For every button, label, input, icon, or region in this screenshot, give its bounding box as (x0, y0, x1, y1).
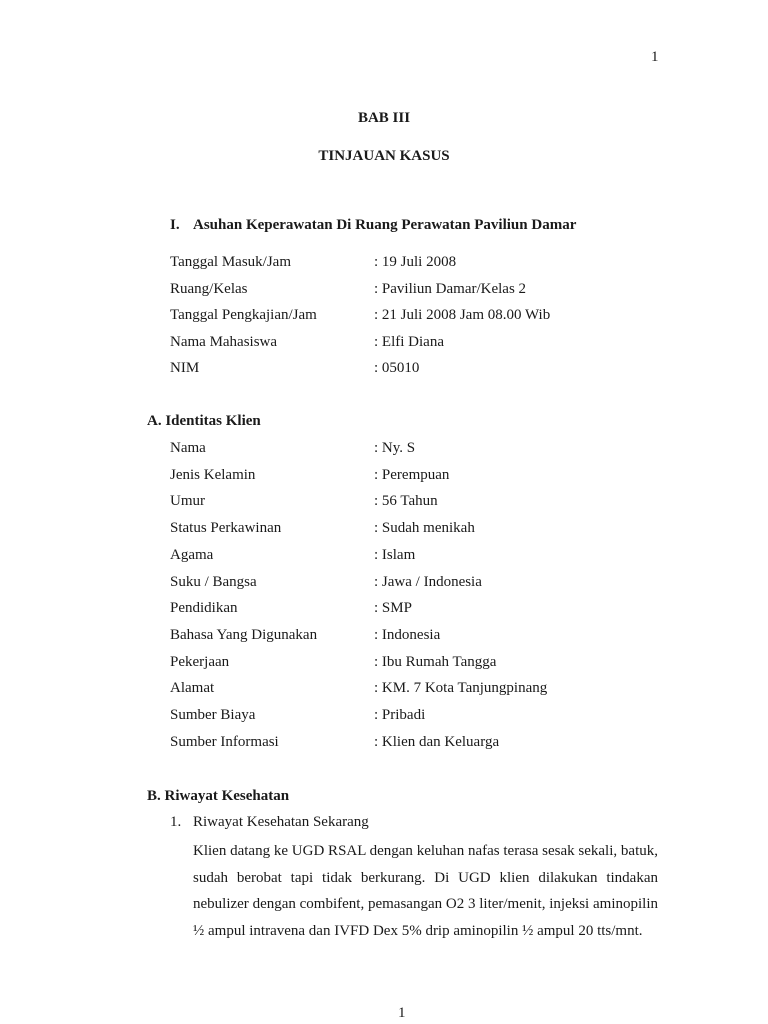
field-value: : Paviliun Damar/Kelas 2 (374, 280, 527, 297)
chapter-heading: BAB III (357, 110, 411, 126)
field-label: Sumber Informasi (170, 733, 279, 750)
field-label: Umur (170, 493, 205, 510)
field-value: : 56 Tahun (374, 493, 438, 510)
section-a-heading: A. Identitas Klien (147, 413, 261, 429)
current-health-history-paragraph: Klien datang ke UGD RSAL dengan keluhan nafas terasa sesak sekali, batuk, sudah berobat tapi tidak berkurang. Di UGD klien dilakukan tindakan nebulizer dengan combifent, pemasangan O2 3 liter/menit, injeksi aminopilin ½ ampul intravena dan IVFD Dex 5% drip aminopilin ½ ampul 20 tts/mnt. (193, 843, 658, 939)
field-label: Suku / Bangsa (170, 573, 257, 590)
field-label: Alamat (170, 680, 215, 697)
field-value: : KM. 7 Kota Tanjungpinang (374, 680, 548, 697)
subsection-title: Riwayat Kesehatan Sekarang (193, 814, 369, 830)
field-label: Sumber Biaya (170, 707, 256, 723)
field-label: NIM (170, 360, 200, 377)
field-value: : Klien dan Keluarga (374, 733, 500, 750)
field-value: : Elfi Diana (374, 333, 444, 350)
field-value: : 05010 (374, 360, 420, 377)
field-label: Nama (170, 440, 206, 456)
field-label: Tanggal Masuk/Jam (170, 254, 292, 270)
field-label: Agama (170, 546, 214, 563)
field-value: : Jawa / Indonesia (374, 573, 482, 590)
field-value: : Islam (374, 546, 416, 563)
page-number-bottom: 1 (398, 1005, 406, 1021)
field-label: Pendidikan (170, 600, 238, 617)
field-value: : SMP (374, 600, 412, 617)
subsection-number: 1. (170, 814, 182, 830)
field-value: : Sudah menikah (374, 520, 475, 537)
field-value: : Ibu Rumah Tangga (374, 653, 497, 670)
section-i-title: Asuhan Keperawatan Di Ruang Perawatan Paviliun Damar (193, 217, 577, 233)
field-value: : Indonesia (374, 626, 441, 643)
field-label: Tanggal Pengkajian/Jam (170, 307, 317, 324)
field-label: Status Perkawinan (170, 520, 282, 537)
field-label: Nama Mahasiswa (170, 333, 278, 350)
field-value: : Perempuan (374, 466, 450, 483)
section-b-heading: B. Riwayat Kesehatan (147, 788, 290, 804)
field-value: : 19 Juli 2008 (374, 254, 457, 270)
field-value: : Pribadi (374, 707, 426, 723)
field-label: Jenis Kelamin (170, 466, 256, 483)
section-i-number: I. (170, 217, 180, 233)
field-value: : Ny. S (374, 440, 416, 456)
field-label: Bahasa Yang Digunakan (170, 626, 318, 643)
page-number-top: 1 (651, 49, 659, 65)
chapter-title: TINJAUAN KASUS (318, 148, 450, 164)
field-label: Ruang/Kelas (170, 280, 248, 297)
field-label: Pekerjaan (170, 653, 230, 670)
field-value: : 21 Juli 2008 Jam 08.00 Wib (374, 307, 551, 324)
